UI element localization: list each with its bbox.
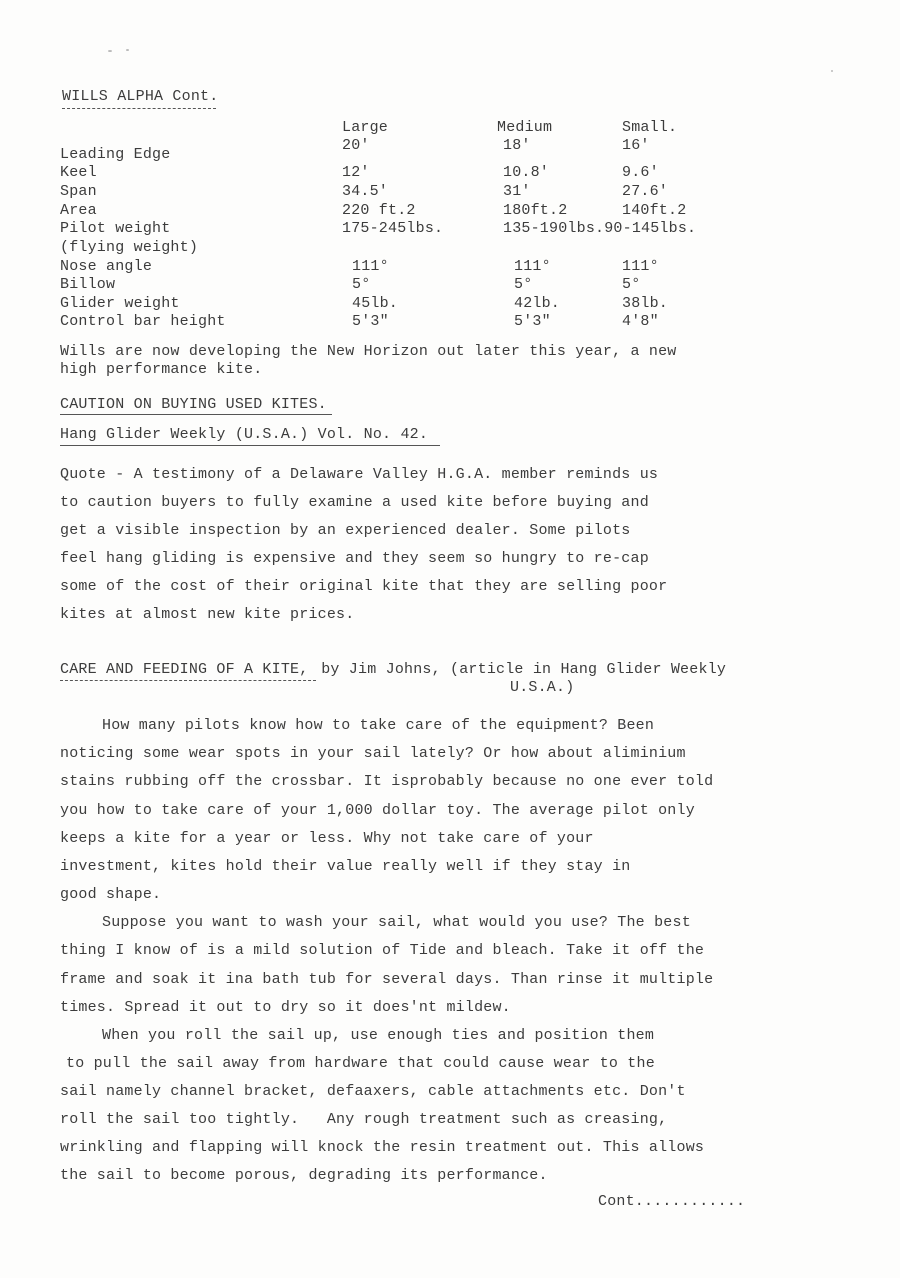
care-byline: by Jim Johns, (article in Hang Glider Weekly bbox=[312, 661, 727, 678]
cell-medium: 10.8' bbox=[503, 164, 550, 181]
caution-source: Hang Glider Weekly (U.S.A.) Vol. No. 42. bbox=[60, 426, 429, 443]
care-line: noticing some wear spots in your sail lately? Or how about aliminium bbox=[60, 745, 686, 762]
caution-title: CAUTION ON BUYING USED KITES. bbox=[60, 396, 327, 413]
row-label: Pilot weight bbox=[60, 220, 171, 237]
section-heading-wills-alpha: WILLS ALPHA Cont. bbox=[62, 88, 219, 105]
cell-medium: 31' bbox=[503, 183, 531, 200]
continued-marker: Cont............ bbox=[598, 1193, 746, 1210]
row-label: Keel bbox=[60, 164, 97, 181]
caution-source-underline bbox=[60, 445, 440, 446]
cell-small: 9.6' bbox=[622, 164, 659, 181]
care-line: sail namely channel bracket, defaaxers, cable attachments etc. Don't bbox=[60, 1083, 686, 1100]
cell-medium: 111° bbox=[514, 258, 551, 275]
care-line: investment, kites hold their value really well if they stay in bbox=[60, 858, 631, 875]
cell-small: 27.6' bbox=[622, 183, 669, 200]
column-header-large: Large bbox=[342, 119, 389, 136]
care-line: frame and soak it ina bath tub for several days. Than rinse it multiple bbox=[60, 971, 714, 988]
caution-line: get a visible inspection by an experienced dealer. Some pilots bbox=[60, 522, 631, 539]
row-label: Billow bbox=[60, 276, 116, 293]
cell-large: 175-245lbs. bbox=[342, 220, 444, 237]
cell-large: 5° bbox=[352, 276, 371, 293]
caution-line: Quote - A testimony of a Delaware Valley H.G.A. member reminds us bbox=[60, 466, 659, 483]
cell-small: 4'8" bbox=[622, 313, 659, 330]
care-line: the sail to become porous, degrading its performance. bbox=[60, 1167, 548, 1184]
row-label: Nose angle bbox=[60, 258, 153, 275]
caution-line: feel hang gliding is expensive and they seem so hungry to re-cap bbox=[60, 550, 649, 567]
cell-small: 38lb. bbox=[622, 295, 669, 312]
caution-line: kites at almost new kite prices. bbox=[60, 606, 355, 623]
caution-line: to caution buyers to fully examine a used kite before buying and bbox=[60, 494, 649, 511]
column-header-small: Small. bbox=[622, 119, 678, 136]
cell-medium: 18' bbox=[503, 137, 531, 154]
caution-title-underline bbox=[60, 414, 332, 415]
heading-underline bbox=[62, 108, 216, 109]
care-line: When you roll the sail up, use enough ties and position them bbox=[102, 1027, 655, 1044]
care-line: times. Spread it out to dry so it does'nt mildew. bbox=[60, 999, 511, 1016]
care-line: you how to take care of your 1,000 dollar toy. The average pilot only bbox=[60, 802, 695, 819]
cell-small: 5° bbox=[622, 276, 641, 293]
cell-medium: 180ft.2 bbox=[503, 202, 568, 219]
row-label: (flying weight) bbox=[60, 239, 199, 256]
row-label: Control bar height bbox=[60, 313, 226, 330]
care-line: keeps a kite for a year or less. Why not take care of your bbox=[60, 830, 594, 847]
column-header-medium: Medium bbox=[497, 119, 553, 136]
cell-small: 140ft.2 bbox=[622, 202, 687, 219]
care-line: good shape. bbox=[60, 886, 162, 903]
paper-speck bbox=[108, 50, 112, 52]
cell-medium: 135-190lbs.90-145lbs. bbox=[503, 220, 697, 237]
cell-medium: 5'3" bbox=[514, 313, 551, 330]
cell-large: 20' bbox=[342, 137, 370, 154]
cell-large: 45lb. bbox=[352, 295, 399, 312]
care-line: stains rubbing off the crossbar. It isprobably because no one ever told bbox=[60, 773, 714, 790]
cell-large: 12' bbox=[342, 164, 370, 181]
care-title: CARE AND FEEDING OF A KITE, bbox=[60, 661, 309, 678]
row-label: Area bbox=[60, 202, 97, 219]
paper-speck bbox=[831, 70, 833, 72]
wills-note-line: Wills are now developing the New Horizon out later this year, a new bbox=[60, 343, 677, 360]
care-title-underline bbox=[60, 680, 316, 681]
cell-small: 16' bbox=[622, 137, 650, 154]
caution-line: some of the cost of their original kite that they are selling poor bbox=[60, 578, 668, 595]
cell-large: 220 ft.2 bbox=[342, 202, 416, 219]
row-label: Glider weight bbox=[60, 295, 180, 312]
care-line: How many pilots know how to take care of the equipment? Been bbox=[102, 717, 655, 734]
row-label: Span bbox=[60, 183, 97, 200]
care-line: thing I know of is a mild solution of Tide and bleach. Take it off the bbox=[60, 942, 705, 959]
cell-small: 111° bbox=[622, 258, 659, 275]
care-line: roll the sail too tightly. Any rough treatment such as creasing, bbox=[60, 1111, 668, 1128]
care-byline-country: U.S.A.) bbox=[510, 679, 575, 696]
cell-medium: 5° bbox=[514, 276, 533, 293]
cell-medium: 42lb. bbox=[514, 295, 561, 312]
wills-note-line: high performance kite. bbox=[60, 361, 263, 378]
paper-speck bbox=[126, 49, 129, 51]
cell-large: 111° bbox=[352, 258, 389, 275]
care-line: Suppose you want to wash your sail, what would you use? The best bbox=[102, 914, 691, 931]
cell-large: 5'3" bbox=[352, 313, 389, 330]
care-line: to pull the sail away from hardware that could cause wear to the bbox=[66, 1055, 655, 1072]
row-label: Leading Edge bbox=[60, 146, 171, 163]
cell-large: 34.5' bbox=[342, 183, 389, 200]
care-line: wrinkling and flapping will knock the resin treatment out. This allows bbox=[60, 1139, 705, 1156]
